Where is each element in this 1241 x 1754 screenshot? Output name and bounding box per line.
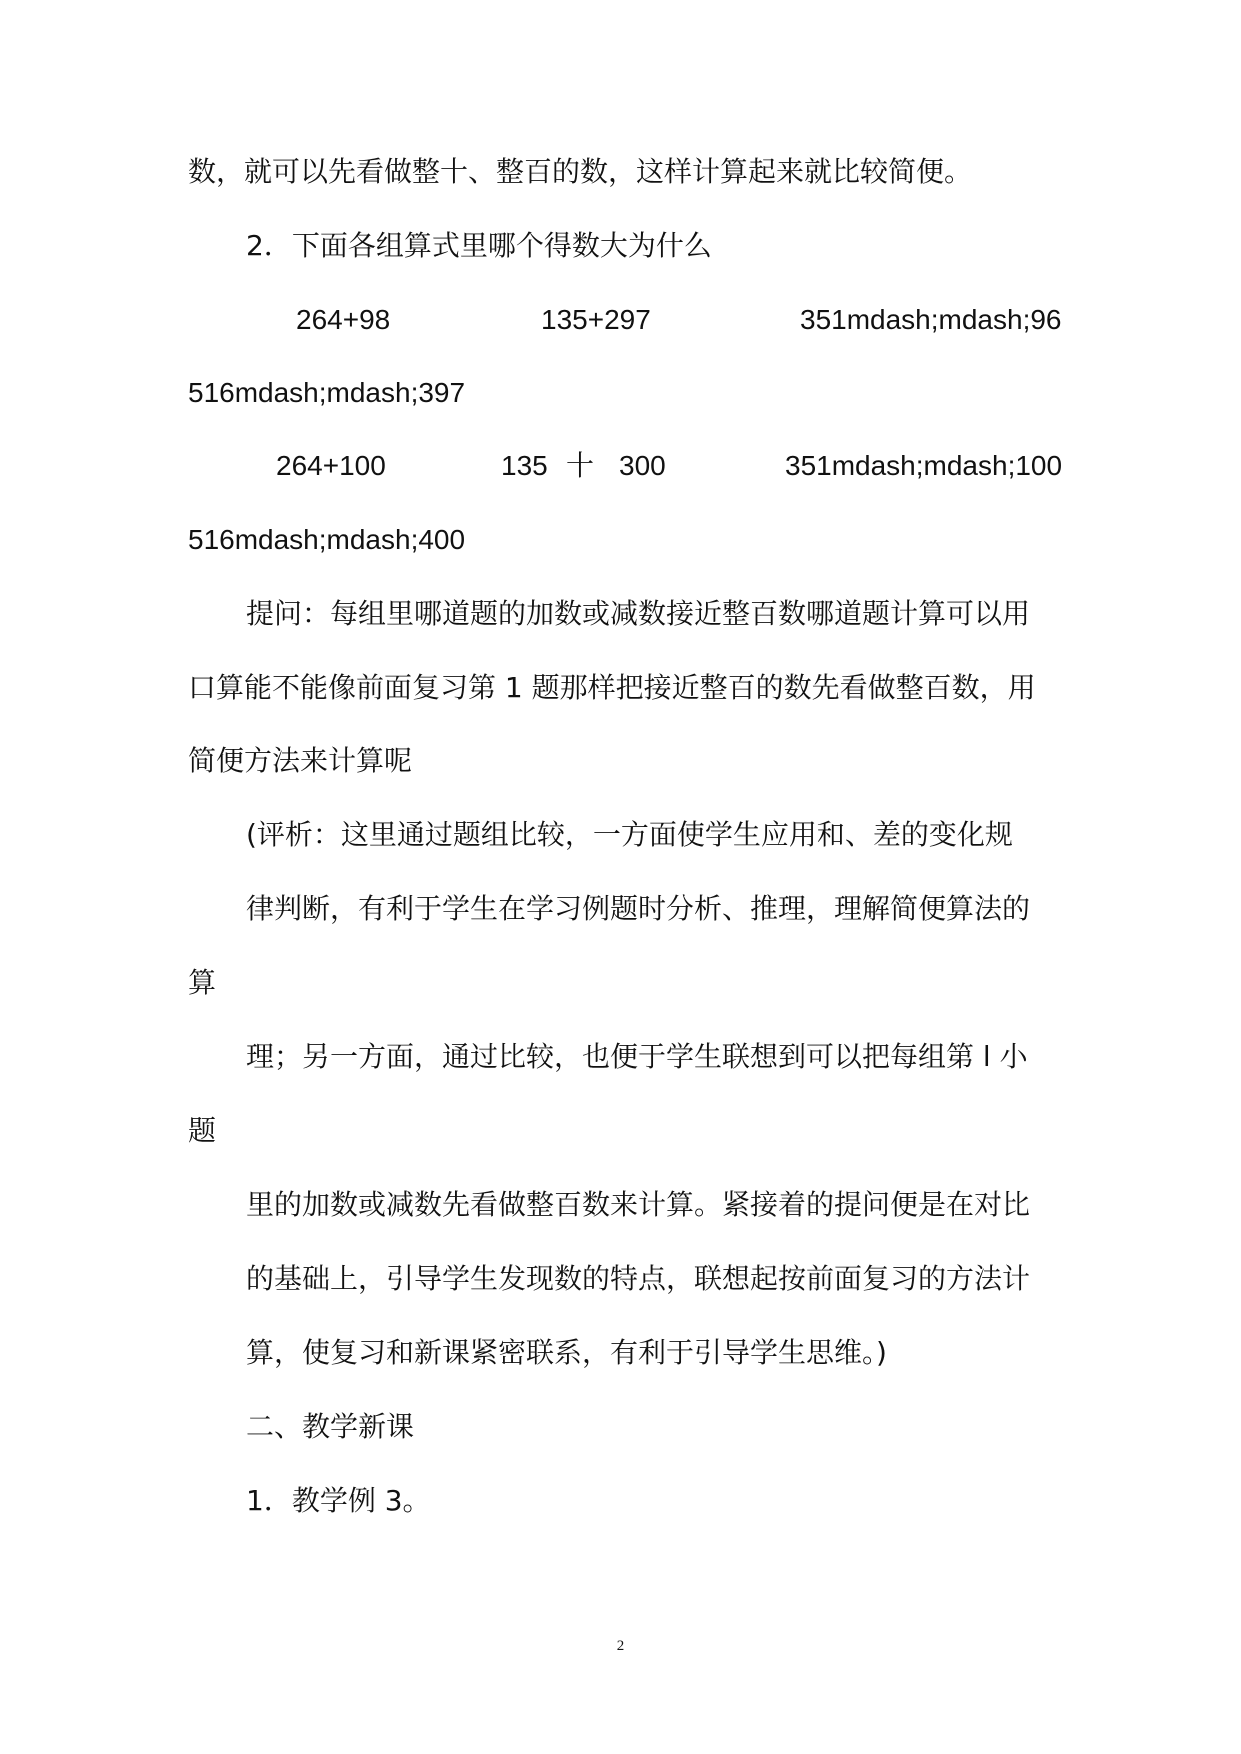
text-line: 简便方法来计算呢 (188, 744, 413, 777)
text-line: 1．教学例 3。 (246, 1484, 431, 1517)
text-line: 口算能不能像前面复习第 1 题那样把接近整百的数先看做整百数，用 (188, 671, 1036, 704)
text-line: 律判断，有利于学生在学习例题时分析、推理，理解简便算法的 (246, 892, 1031, 925)
equation: 264+100 (276, 450, 386, 481)
text-line: 理；另一方面，通过比较，也便于学生联想到可以把每组第 l 小 (246, 1040, 1028, 1073)
equation: 264+98 (296, 304, 391, 335)
text-line: 算，使复习和新课紧密联系，有利于引导学生思维。) (246, 1336, 887, 1369)
page-number: 2 (616, 1638, 625, 1654)
text-line: 数，就可以先看做整十、整百的数，这样计算起来就比较简便。 (188, 155, 973, 188)
equation: 351mdash;mdash;96 (800, 304, 1062, 335)
equation: 135+297 (541, 304, 651, 335)
equation: 300 (619, 450, 666, 481)
section-heading: 二、教学新课 (246, 1410, 415, 1443)
text-line: 提问：每组里哪道题的加数或减数接近整百数哪道题计算可以用 (246, 597, 1031, 630)
equation: 516mdash;mdash;397 (188, 377, 466, 408)
equation: 351mdash;mdash;100 (785, 450, 1063, 481)
equation: 516mdash;mdash;400 (188, 524, 466, 555)
text-line: 里的加数或减数先看做整百数来计算。紧接着的提问便是在对比 (246, 1188, 1031, 1221)
equation: 135 (501, 450, 548, 481)
text-line: 的基础上，引导学生发现数的特点，联想起按前面复习的方法计 (246, 1262, 1031, 1295)
text-line: 题 (188, 1114, 217, 1147)
text-line: (评析：这里通过题组比较，一方面使学生应用和、差的变化规 (246, 818, 1013, 851)
text-line: 2．下面各组算式里哪个得数大为什么 (246, 229, 712, 262)
text-line: 算 (188, 966, 217, 999)
plus-sign-glyph: 十 (566, 449, 595, 482)
